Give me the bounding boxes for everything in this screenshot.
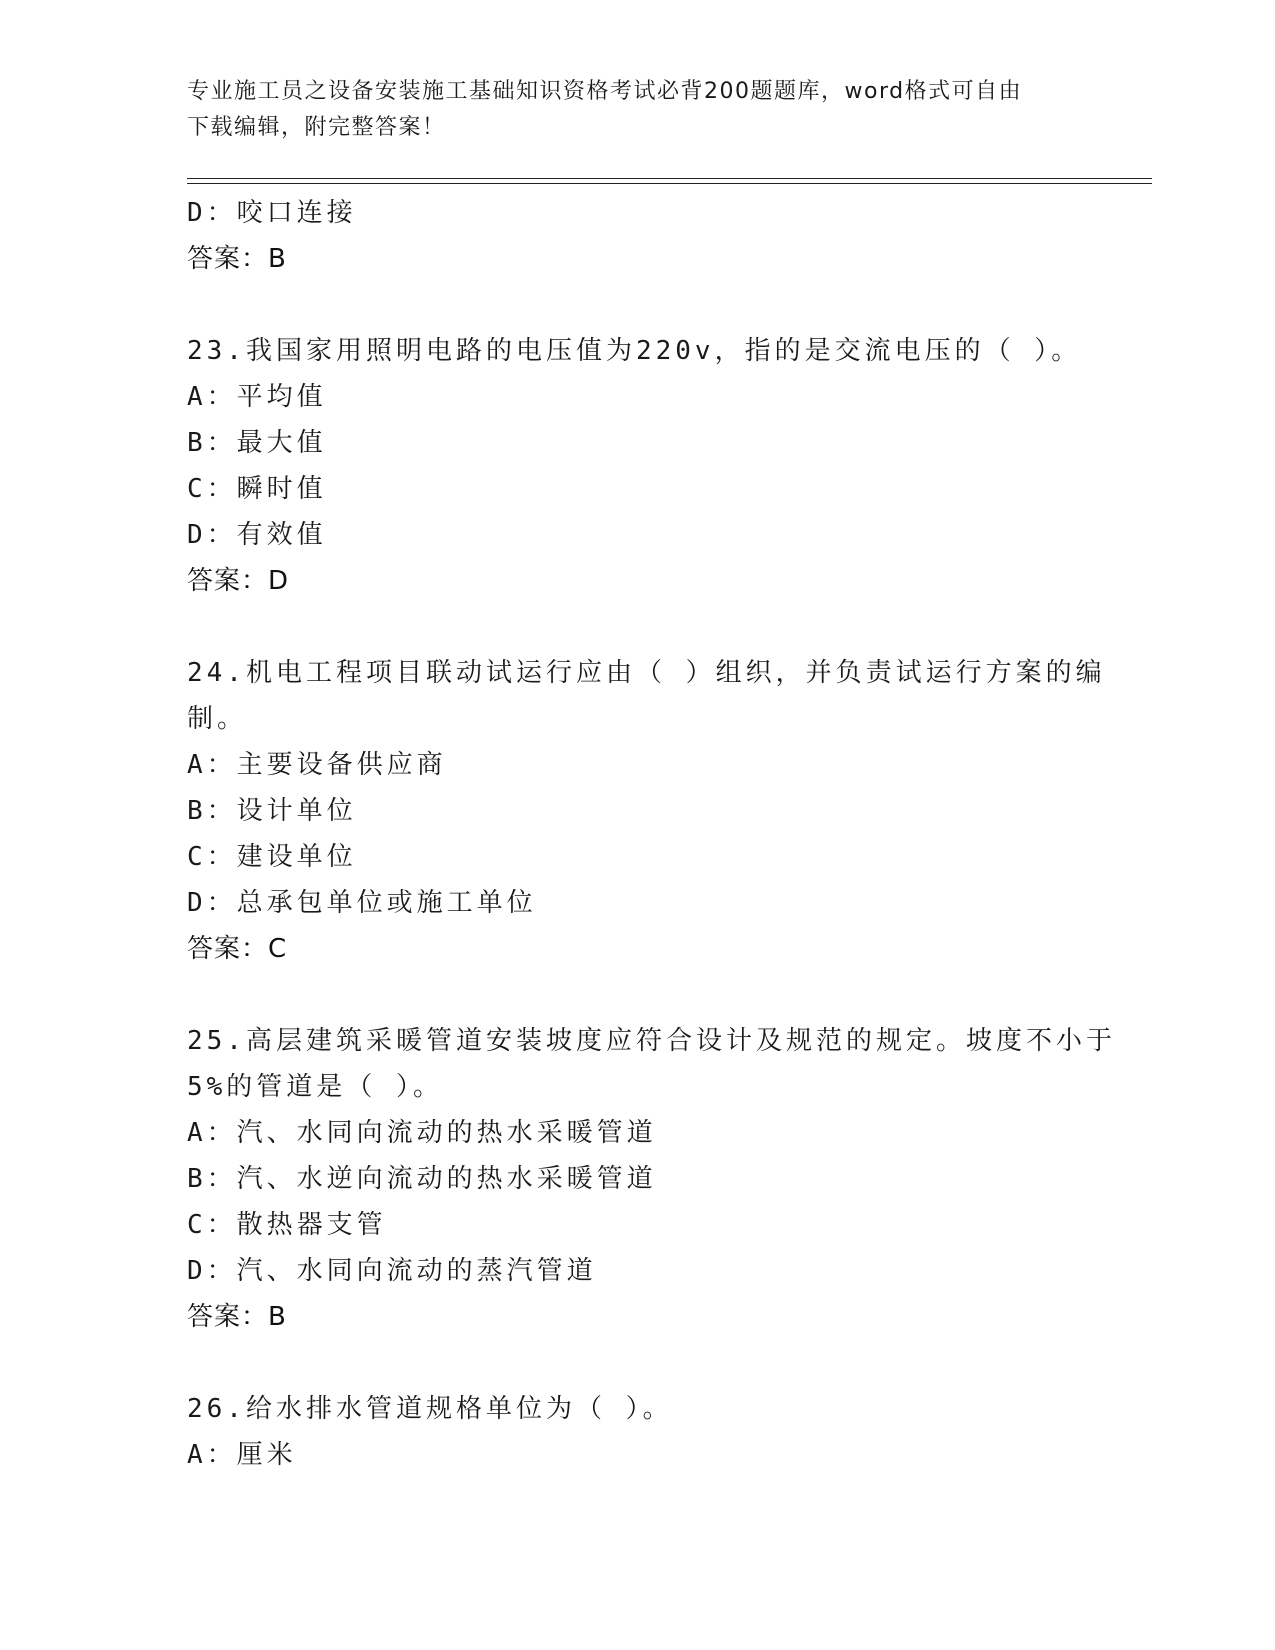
prev-option-d: D：咬口连接 — [187, 198, 357, 228]
spacer — [187, 972, 1087, 1018]
question-24 — [187, 650, 1106, 972]
option-d: D：汽、水同向流动的蒸汽管道 — [187, 1256, 597, 1286]
option-c: C：散热器支管 — [187, 1210, 387, 1240]
question-stem: 23.我国家用照明电路的电压值为220v，指的是交流电压的（ ）。 — [187, 336, 1082, 366]
header-line-1: 专业施工员之设备安装施工基础知识资格考试必背200题题库，word格式可自由 — [187, 79, 1023, 104]
header-divider-bottom — [187, 183, 1152, 184]
question-stem-continued: 5%的管道是（ ）。 — [187, 1072, 443, 1102]
question-stem: 24.机电工程项目联动试运行应由（ ）组织，并负责试运行方案的编 — [187, 658, 1106, 688]
option-c: C：建设单位 — [187, 842, 357, 872]
question-content — [187, 190, 1116, 1478]
option-d: D：有效值 — [187, 520, 327, 550]
question-stem-continued: 制。 — [187, 704, 248, 734]
prev-answer: 答案：B — [187, 244, 287, 274]
answer: 答案：D — [187, 566, 290, 596]
option-c: C：瞬时值 — [187, 474, 327, 504]
option-b: B：汽、水逆向流动的热水采暖管道 — [187, 1164, 657, 1194]
question-stem: 26.给水排水管道规格单位为（ ）。 — [187, 1394, 673, 1424]
question-23 — [187, 328, 1087, 604]
spacer — [187, 604, 1087, 650]
answer: 答案：C — [187, 934, 288, 964]
question-26 — [187, 1386, 1087, 1478]
header-divider-top — [187, 178, 1152, 179]
header-line-2: 下载编辑，附完整答案！ — [187, 115, 446, 140]
option-a: A：主要设备供应商 — [187, 750, 447, 780]
option-a: A：平均值 — [187, 382, 327, 412]
option-b: B：最大值 — [187, 428, 327, 458]
document-header — [187, 74, 1067, 146]
option-d: D：总承包单位或施工单位 — [187, 888, 537, 918]
question-stem: 25.高层建筑采暖管道安装坡度应符合设计及规范的规定。坡度不小于 — [187, 1026, 1116, 1056]
answer: 答案：B — [187, 1302, 287, 1332]
option-a: A：厘米 — [187, 1440, 297, 1470]
question-25 — [187, 1018, 1116, 1340]
spacer — [187, 282, 1087, 328]
option-a: A：汽、水同向流动的热水采暖管道 — [187, 1118, 657, 1148]
option-b: B：设计单位 — [187, 796, 357, 826]
spacer — [187, 1340, 1087, 1386]
